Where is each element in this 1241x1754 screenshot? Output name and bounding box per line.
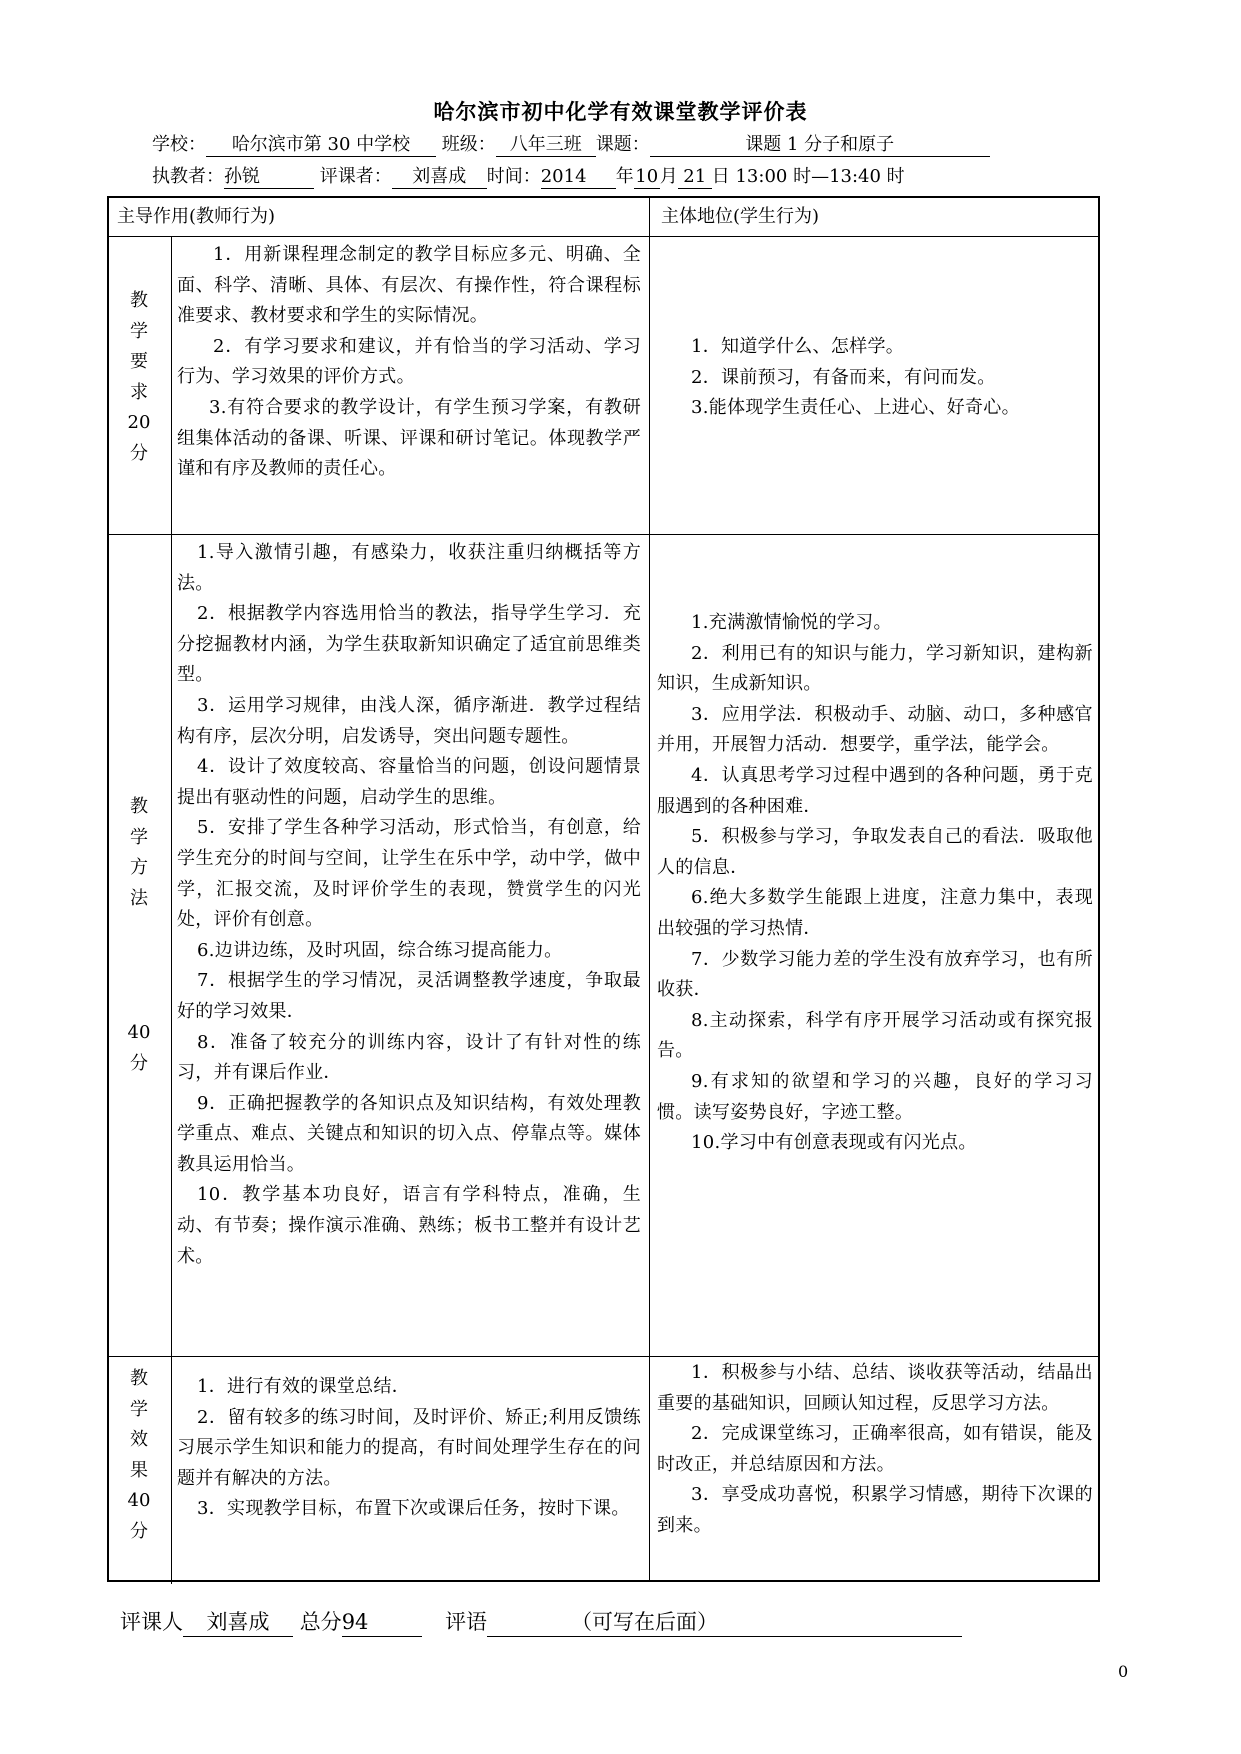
topic-label: 课题： [595,134,650,155]
list-item: 6.边讲边练，及时巩固，综合练习提高能力。 [197,939,563,961]
list-item: 1.充满激情愉悦的学习。 [691,612,892,633]
list-item: 1．进行有效的课堂总结． [197,1376,411,1397]
list-item: 3．实现教学目标，布置下次或课后任务，按时下课。 [197,1498,630,1520]
list-item: 3．运用学习规律，由浅人深，循序渐进．教学过程结构有序，层次分明，启发诱导，突出问题专题性。 [177,694,641,747]
header-student-behavior: 主体地位(学生行为) [661,206,820,227]
effects-student-cell [657,1358,1093,1542]
year-unit: 年 [615,166,634,187]
list-item: 4．设计了效度较高、容量恰当的问题，创设问题情景提出有驱动性的问题，启动学生的思维。 [177,756,641,808]
list-item: 1.导入激情引趣，有感染力，收获注重归纳概括等方法。 [177,542,641,594]
list-item: 1．知道学什么、怎样学。 [691,336,905,357]
teacher-label: 执教者： [152,166,224,187]
day-unit: 日 [711,166,730,187]
list-item: 8.主动探索，科学有序开展学习活动或有探究报告。 [657,1009,1093,1062]
time-label: 时间： [486,166,541,187]
effects-teacher-cell [177,1372,641,1525]
footer-line [120,1608,962,1637]
requirements-teacher-cell [177,240,641,485]
footer-evaluator-label: 评课人 [120,1610,183,1634]
time-range: 13:00 时—13:40 时 [735,166,905,187]
list-item: 7．少数学习能力差的学生没有放弃学习，也有所收获． [657,948,1093,1001]
section-methods-label: 教 学 方 法 [130,796,148,909]
month-value: 10 [635,166,659,187]
school-label: 学校： [152,134,206,155]
section-divider-2 [109,1356,1098,1357]
total-score-value: 94 [342,1608,422,1637]
header-divider [109,236,1098,237]
section-methods-score: 40 分 [127,1022,151,1074]
list-item: 8．准备了较充分的训练内容，设计了有针对性的练习，并有课后作业． [177,1031,641,1084]
info-line-2 [152,166,905,189]
list-item: 3.有符合要求的教学设计，有学生预习学案，有教研组集体活动的备课、听课、评课和研讨笔记。体现教学严谨和有序及教师的责任心。 [177,396,641,480]
methods-student-cell [657,608,1093,1159]
document-title: 哈尔滨市初中化学有效课堂教学评价表 [433,99,808,124]
methods-teacher-cell [177,538,641,1272]
list-item: 2．有学习要求和建议，并有恰当的学习活动、学习行为、学习效果的评价方式。 [177,335,641,388]
class-value: 八年三班 [496,134,596,157]
list-item: 2．利用已有的知识与能力，学习新知识，建构新知识，生成新知识。 [657,642,1093,695]
section-effects-label: 教 学 效 果 40 分 [127,1368,151,1542]
day-value: 21 [678,166,712,189]
section-requirements-label: 教 学 要 求 20 分 [127,290,151,464]
list-item: 3.能体现学生责任心、上进心、好奇心。 [691,397,1020,419]
total-score-label: 总分 [299,1610,342,1634]
header-teacher-behavior: 主导作用(教师行为) [117,206,276,227]
list-item: 3．享受成功喜悦，积累学习情感，期待下次课的到来。 [657,1484,1093,1536]
page-number: 0 [1118,1662,1129,1681]
section-divider-1 [109,534,1098,535]
list-item: 5．积极参与学习，争取发表自己的看法．吸取他人的信息． [657,826,1093,878]
class-label: 班级： [441,134,496,155]
evaluator-value: 刘喜成 [392,166,487,189]
comment-value: （可写在后面） [487,1608,962,1637]
list-item: 1．用新课程理念制定的教学目标应多元、明确、全面、科学、清晰、具体、有层次、有操作性，符合课程标准要求、教材要求和学生的实际情况。 [177,244,641,327]
list-item: 2．完成课堂练习，正确率很高，如有错误，能及时改正，并总结原因和方法。 [657,1423,1093,1475]
month-unit: 月 [659,166,678,187]
list-item: 2．留有较多的练习时间，及时评价、矫正;利用反馈练习展示学生知识和能力的提高，有时间处理学生存在的问题并有解决的方法。 [177,1406,641,1489]
list-item: 9.有求知的欲望和学习的兴趣，良好的学习习惯。读写姿势良好，字迹工整。 [657,1070,1093,1123]
list-item: 6.绝大多数学生能跟上进度，注意力集中，表现出较强的学习热情． [657,887,1093,939]
list-item: 3．应用学法．积极动手、动脑、动口，多种感官并用，开展智力活动．想要学，重学法，能学会。 [657,703,1093,756]
comment-label: 评语 [445,1610,488,1634]
list-item: 1．积极参与小结、总结、谈收获等活动，结晶出重要的基础知识，回顾认知过程，反思学习方法。 [657,1362,1093,1414]
requirements-student-cell [657,332,1093,424]
teacher-value: 孙锐 [224,166,314,189]
list-item: 7．根据学生的学习情况，灵活调整教学速度，争取最好的学习效果． [177,970,641,1022]
list-item: 10．教学基本功良好，语言有学科特点，准确，生动、有节奏；操作演示准确、熟练；板书工整并有设计艺术。 [177,1184,641,1267]
list-item: 10.学习中有创意表现或有闪光点。 [691,1132,977,1154]
info-line-1 [152,134,990,157]
list-item: 9．正确把握教学的各知识点及知识结构，有效处理教学重点、难点、关键点和知识的切入点、停靠点等。媒体教具运用恰当。 [177,1092,641,1175]
evaluation-table [107,196,1100,1582]
footer-evaluator-value: 刘喜成 [183,1608,293,1637]
year-value: 2014 [541,166,616,189]
evaluator-label: 评课者： [319,166,392,187]
school-value: 哈尔滨市第 30 中学校 [206,134,436,157]
topic-value: 课题 1 分子和原子 [650,134,990,157]
list-item: 2．课前预习，有备而来，有问而发。 [691,366,996,388]
list-item: 4．认真思考学习过程中遇到的各种问题，勇于克服遇到的各种困难． [657,764,1093,817]
label-divider [171,236,172,1584]
list-item: 2．根据教学内容选用恰当的教法，指导学生学习．充分挖掘教材内涵，为学生获取新知识确定了适宜前思维类型。 [177,603,641,686]
list-item: 5．安排了学生各种学习活动，形式恰当，有创意，给学生充分的时间与空间，让学生在乐中学，动中学，做中学，汇报交流，及时评价学生的表现，赞赏学生的闪光处，评价有创意。 [177,817,641,931]
column-divider [649,198,650,1580]
